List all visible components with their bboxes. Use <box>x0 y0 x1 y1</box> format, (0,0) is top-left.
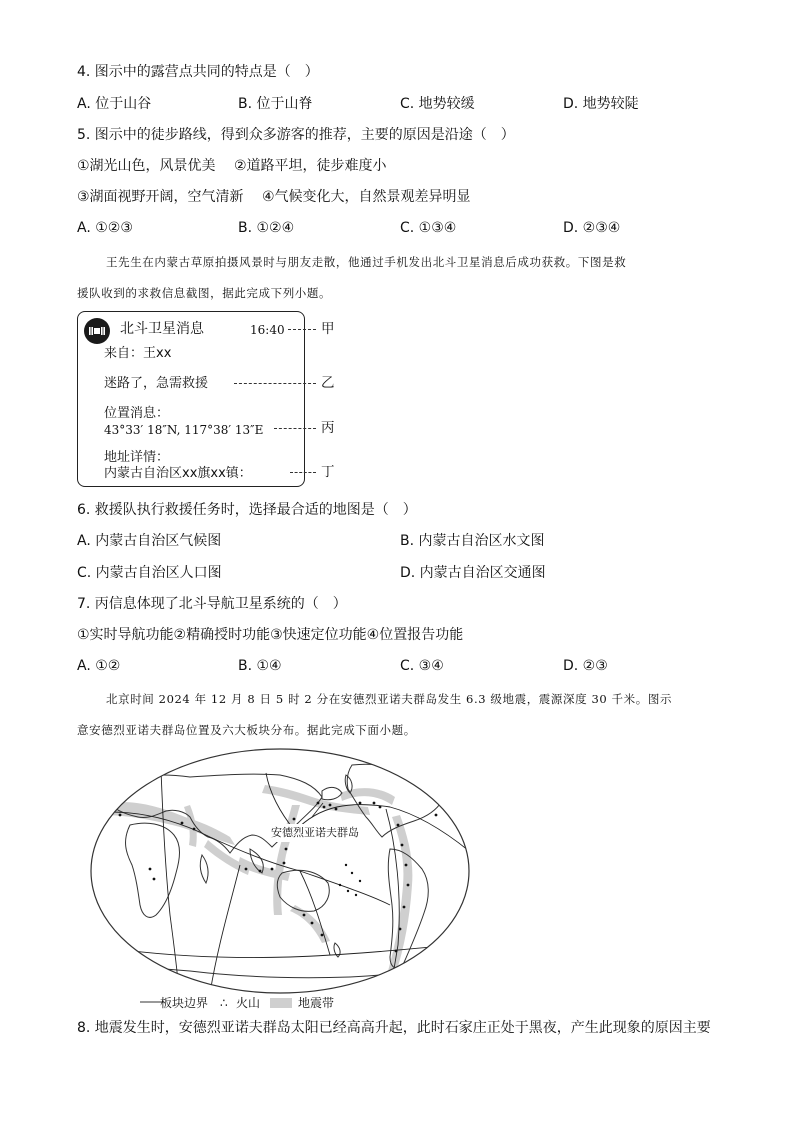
q7-stem: 7. 丙信息体现了北斗导航卫星系统的（ ） <box>77 596 347 612</box>
q4-option-b: B. 位于山脊 <box>238 96 313 112</box>
message-sender: 来自：王xx <box>104 346 172 361</box>
q7-option-c: C. ③④ <box>400 658 444 674</box>
beidou-message-card <box>77 311 305 487</box>
legend-volcano: 火山 <box>236 996 261 1010</box>
intro1-line1: 王先生在内蒙古草原拍摄风景时与朋友走散，他通过手机发出北斗卫星消息后成功获救。下图是救 <box>106 255 627 269</box>
leader-line-bing <box>274 428 316 429</box>
leader-line-ding <box>290 472 316 473</box>
q4-option-c: C. 地势较缓 <box>400 96 475 112</box>
q5-statements-1: ①湖光山色，风景优美 ②道路平坦，徒步难度小 <box>77 158 387 174</box>
q6-option-b: B. 内蒙古自治区水文图 <box>400 533 545 549</box>
seismic-belt-legend-swatch <box>270 998 292 1008</box>
address-detail: 内蒙古自治区xx旗xx镇： <box>104 466 252 481</box>
q6-option-d: D. 内蒙古自治区交通图 <box>400 565 546 581</box>
legend-plate-boundary: 板块边界 <box>160 996 209 1010</box>
address-label: 地址详情： <box>104 450 170 465</box>
q6-stem: 6. 救援队执行救援任务时，选择最合适的地图是（ ） <box>77 502 417 518</box>
intro2-line2: 意安德烈亚诺夫群岛位置及六大板块分布。据此完成下面小题。 <box>77 723 416 737</box>
marker-ding: 丁 <box>321 464 335 480</box>
volcano-legend-icon: ∴ <box>220 996 228 1010</box>
q4-stem: 4. 图示中的露营点共同的特点是（ ） <box>77 64 319 80</box>
leader-line-jia <box>288 329 316 330</box>
q5-option-c: C. ①③④ <box>400 220 457 236</box>
message-body: 迷路了，急需救援 <box>104 376 209 391</box>
q7-option-d: D. ②③ <box>563 658 608 674</box>
leader-line-yi <box>234 383 316 384</box>
q5-stem: 5. 图示中的徒步路线，得到众多游客的推荐，主要的原因是沿途（ ） <box>77 127 515 143</box>
message-time: 16:40 <box>250 323 285 337</box>
q7-option-b: B. ①④ <box>238 658 282 674</box>
message-app-title: 北斗卫星消息 <box>120 321 204 337</box>
q7-statements: ①实时导航功能②精确授时功能③快速定位功能④位置报告功能 <box>77 627 464 643</box>
q7-option-a: A. ①② <box>77 658 121 674</box>
marker-jia: 甲 <box>321 321 335 337</box>
satellite-icon <box>84 318 110 344</box>
q5-option-b: B. ①②④ <box>238 220 295 236</box>
q4-option-a: A. 位于山谷 <box>77 96 152 112</box>
q5-statements-2: ③湖面视野开阔，空气清新 ④气候变化大，自然景观差异明显 <box>77 189 471 205</box>
legend-seismic-belt: 地震带 <box>298 996 335 1010</box>
world-plate-map <box>90 745 474 1003</box>
q4-option-d: D. 地势较陡 <box>563 96 639 112</box>
q6-option-a: A. 内蒙古自治区气候图 <box>77 533 222 549</box>
intro2-line1: 北京时间 2024 年 12 月 8 日 5 时 2 分在安德烈亚诺夫群岛发生 6.3 级地震，震源深度 30 千米。图示 <box>106 692 673 706</box>
q8-stem: 8. 地震发生时，安德烈亚诺夫群岛太阳已经高高升起，此时石家庄正处于黑夜，产生此现象的原因主要 <box>77 1020 711 1036</box>
island-label: 安德烈亚诺夫群岛 <box>270 824 360 842</box>
marker-yi: 乙 <box>321 375 335 391</box>
marker-bing: 丙 <box>321 420 335 436</box>
location-coords: 43°33′ 18″N, 117°38′ 13″E <box>104 423 264 437</box>
intro1-line2: 援队收到的求救信息截图，据此完成下列小题。 <box>77 286 332 300</box>
q5-option-d: D. ②③④ <box>563 220 621 236</box>
location-label: 位置消息： <box>104 406 170 421</box>
q6-option-c: C. 内蒙古自治区人口图 <box>77 565 222 581</box>
q5-option-a: A. ①②③ <box>77 220 133 236</box>
